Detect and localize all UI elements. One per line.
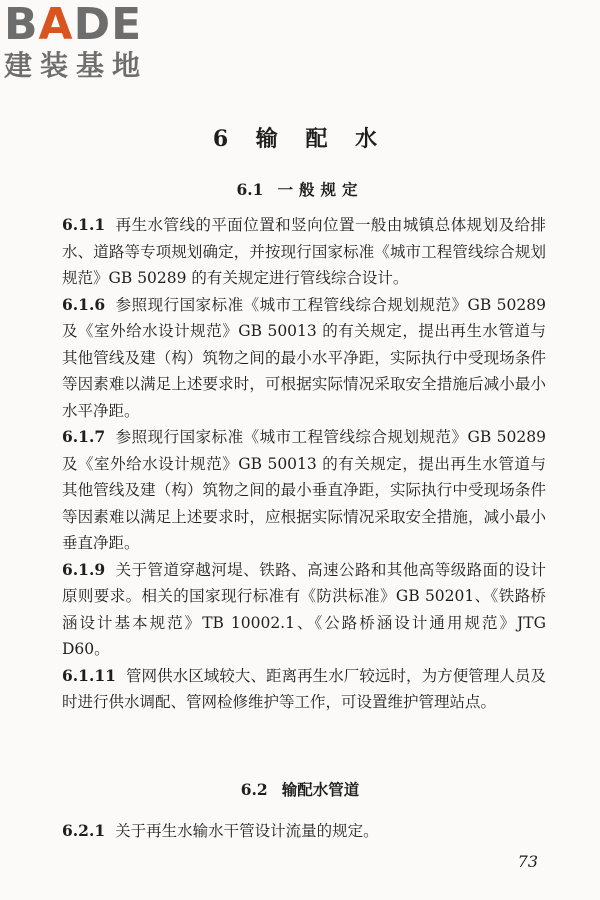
logo-wordmark xyxy=(4,2,184,48)
logo-letter-accent: A xyxy=(38,0,74,50)
section-heading-6-2 xyxy=(0,778,600,800)
section-6-2-body xyxy=(62,818,546,845)
clause-number: 6.1.11 xyxy=(62,665,116,685)
section-number: 6.1 xyxy=(236,180,264,199)
clause-text: 关于管道穿越河堤、铁路、高速公路和其他高等级路面的设计原则要求。相关的国家现行标准有《防洪标准》GB 50201、《铁路桥涵设计基本规范》TB 10002.1、《公路桥涵设计通用规范》JTG D60。 xyxy=(62,560,546,658)
page-number: 73 xyxy=(517,852,538,871)
section-heading-6-1 xyxy=(0,178,600,200)
clause-text: 参照现行国家标准《城市工程管线综合规划规范》GB 50289 及《室外给水设计规范》GB 50013 的有关规定，提出再生水管道与其他管线及建（构）筑物之间的最小垂直净距，实际执行中受现场条件等因素难以满足上述要求时，应根据实际情况采取安全措施，减小最小垂直净距。 xyxy=(62,428,546,552)
clause-text: 关于再生水输水干管设计流量的规定。 xyxy=(115,822,379,840)
clause-6-2-1 xyxy=(62,818,546,845)
bade-logo xyxy=(4,2,184,82)
section-title-text: 输配水管道 xyxy=(281,780,360,799)
clause-6-1-11 xyxy=(62,663,546,716)
clause-number: 6.1.1 xyxy=(62,215,106,234)
section-6-1-body xyxy=(62,212,546,716)
clause-6-1-7 xyxy=(62,424,546,557)
clause-number: 6.1.6 xyxy=(62,294,106,314)
clause-6-1-1 xyxy=(62,212,546,292)
clause-6-1-6 xyxy=(62,292,546,425)
clause-text: 再生水管线的平面位置和竖向位置一般由城镇总体规划及给排水、道路等专项规划确定，并按现行国家标准《城市工程管线综合规划规范》GB 50289 的有关规定进行管线综合设计。 xyxy=(62,216,546,287)
clause-text: 管网供水区域较大、距离再生水厂较远时，为方便管理人员及时进行供水调配、管网检修维护等工作，可设置维护管理站点。 xyxy=(62,666,546,711)
chapter-title: 6 输 配 水 xyxy=(212,126,388,152)
clause-number: 6.1.9 xyxy=(62,559,106,579)
section-number: 6.2 xyxy=(240,780,268,799)
logo-letters-prefix: B xyxy=(4,0,39,50)
logo-letters-suffix: DE xyxy=(73,0,143,50)
clause-text: 参照现行国家标准《城市工程管线综合规划规范》GB 50289 及《室外给水设计规范》GB 50013 的有关规定，提出再生水管道与其他管线及建（构）筑物之间的最小水平净距，实际执行中受现场条件等因素难以满足上述要求时，可根据实际情况采取安全措施后减小最小水平净距。 xyxy=(62,295,546,420)
clause-number: 6.2.1 xyxy=(62,821,106,840)
clause-number: 6.1.7 xyxy=(62,427,106,446)
clause-6-1-9 xyxy=(62,557,546,663)
section-title-text: 一般规定 xyxy=(277,180,364,199)
logo-subtitle: 建装基地 xyxy=(4,49,149,82)
